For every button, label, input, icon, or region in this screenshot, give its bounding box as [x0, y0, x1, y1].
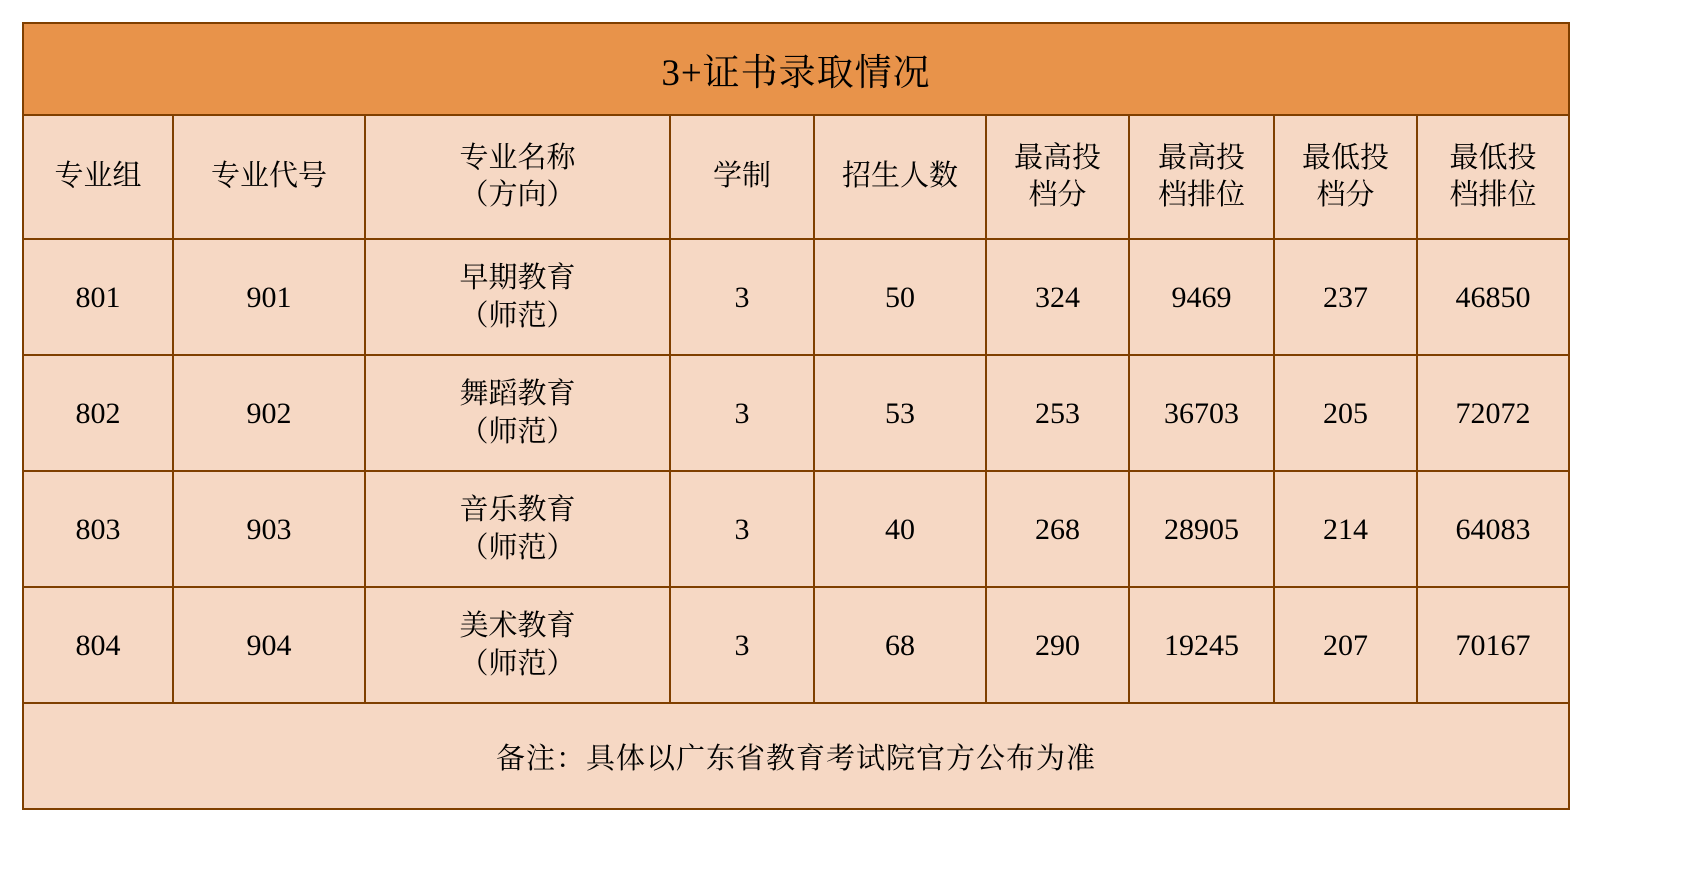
- table-row: [23, 355, 1569, 471]
- admission-results-table: [22, 22, 1570, 810]
- cell-major-name-line1: 早期教育: [459, 261, 576, 294]
- cell-lowest-score: 207: [1274, 587, 1417, 703]
- column-header-highest-score: [986, 115, 1129, 239]
- cell-lowest-rank: 64083: [1417, 471, 1569, 587]
- table-title: 3+证书录取情况: [23, 23, 1569, 115]
- table-note: 备注：具体以广东省教育考试院官方公布为准: [23, 703, 1569, 809]
- cell-major-group: 804: [23, 587, 173, 703]
- cell-major-code: 902: [173, 355, 365, 471]
- column-header-lowest-rank: [1417, 115, 1569, 239]
- table-note-row: [23, 703, 1569, 809]
- column-header-lowest-score-line2: 档分: [1316, 179, 1375, 211]
- column-header-lowest-rank-line1: 最低投: [1449, 141, 1537, 174]
- column-header-highest-rank-line1: 最高投: [1157, 141, 1245, 174]
- column-header-enrollment-count: 招生人数: [814, 115, 986, 239]
- admission-table-container: [22, 22, 1568, 810]
- cell-major-name-line1: 舞蹈教育: [459, 377, 576, 410]
- cell-major-code: 904: [173, 587, 365, 703]
- column-header-highest-score-line1: 最高投: [1013, 141, 1101, 174]
- cell-major-name-line1: 美术教育: [459, 609, 576, 642]
- cell-program-length: 3: [670, 587, 814, 703]
- cell-highest-score: 268: [986, 471, 1129, 587]
- cell-major-name-line2: （师范）: [459, 532, 576, 564]
- cell-major-name: [365, 587, 670, 703]
- cell-program-length: 3: [670, 239, 814, 355]
- cell-highest-score: 253: [986, 355, 1129, 471]
- cell-major-name-line1: 音乐教育: [459, 493, 576, 526]
- column-header-highest-rank: [1129, 115, 1274, 239]
- cell-highest-rank: 28905: [1129, 471, 1274, 587]
- column-header-major-name-line1: 专业名称: [459, 141, 576, 174]
- column-header-highest-rank-line2: 档排位: [1157, 179, 1245, 211]
- cell-major-name-line2: （师范）: [459, 416, 576, 448]
- column-header-major-group: 专业组: [23, 115, 173, 239]
- cell-program-length: 3: [670, 471, 814, 587]
- cell-major-name: [365, 239, 670, 355]
- cell-highest-rank: 9469: [1129, 239, 1274, 355]
- column-header-lowest-rank-line2: 档排位: [1449, 179, 1537, 211]
- cell-major-group: 801: [23, 239, 173, 355]
- table-header-row: [23, 115, 1569, 239]
- cell-lowest-score: 205: [1274, 355, 1417, 471]
- cell-major-name-line2: （师范）: [459, 648, 576, 680]
- table-title-row: [23, 23, 1569, 115]
- cell-enrollment-count: 68: [814, 587, 986, 703]
- table-row: [23, 587, 1569, 703]
- cell-major-name: [365, 355, 670, 471]
- cell-enrollment-count: 50: [814, 239, 986, 355]
- cell-highest-rank: 19245: [1129, 587, 1274, 703]
- cell-enrollment-count: 40: [814, 471, 986, 587]
- cell-major-name: [365, 471, 670, 587]
- cell-lowest-rank: 72072: [1417, 355, 1569, 471]
- table-row: [23, 239, 1569, 355]
- cell-lowest-score: 237: [1274, 239, 1417, 355]
- cell-lowest-score: 214: [1274, 471, 1417, 587]
- column-header-major-name: [365, 115, 670, 239]
- column-header-lowest-score-line1: 最低投: [1301, 141, 1389, 174]
- cell-major-code: 903: [173, 471, 365, 587]
- cell-highest-score: 324: [986, 239, 1129, 355]
- cell-program-length: 3: [670, 355, 814, 471]
- table-row: [23, 471, 1569, 587]
- cell-lowest-rank: 46850: [1417, 239, 1569, 355]
- cell-highest-score: 290: [986, 587, 1129, 703]
- column-header-major-code: 专业代号: [173, 115, 365, 239]
- cell-major-group: 803: [23, 471, 173, 587]
- column-header-program-length: 学制: [670, 115, 814, 239]
- column-header-major-name-line2: （方向）: [459, 179, 576, 211]
- cell-enrollment-count: 53: [814, 355, 986, 471]
- cell-highest-rank: 36703: [1129, 355, 1274, 471]
- cell-major-group: 802: [23, 355, 173, 471]
- cell-major-code: 901: [173, 239, 365, 355]
- cell-major-name-line2: （师范）: [459, 300, 576, 332]
- cell-lowest-rank: 70167: [1417, 587, 1569, 703]
- column-header-lowest-score: [1274, 115, 1417, 239]
- column-header-highest-score-line2: 档分: [1028, 179, 1087, 211]
